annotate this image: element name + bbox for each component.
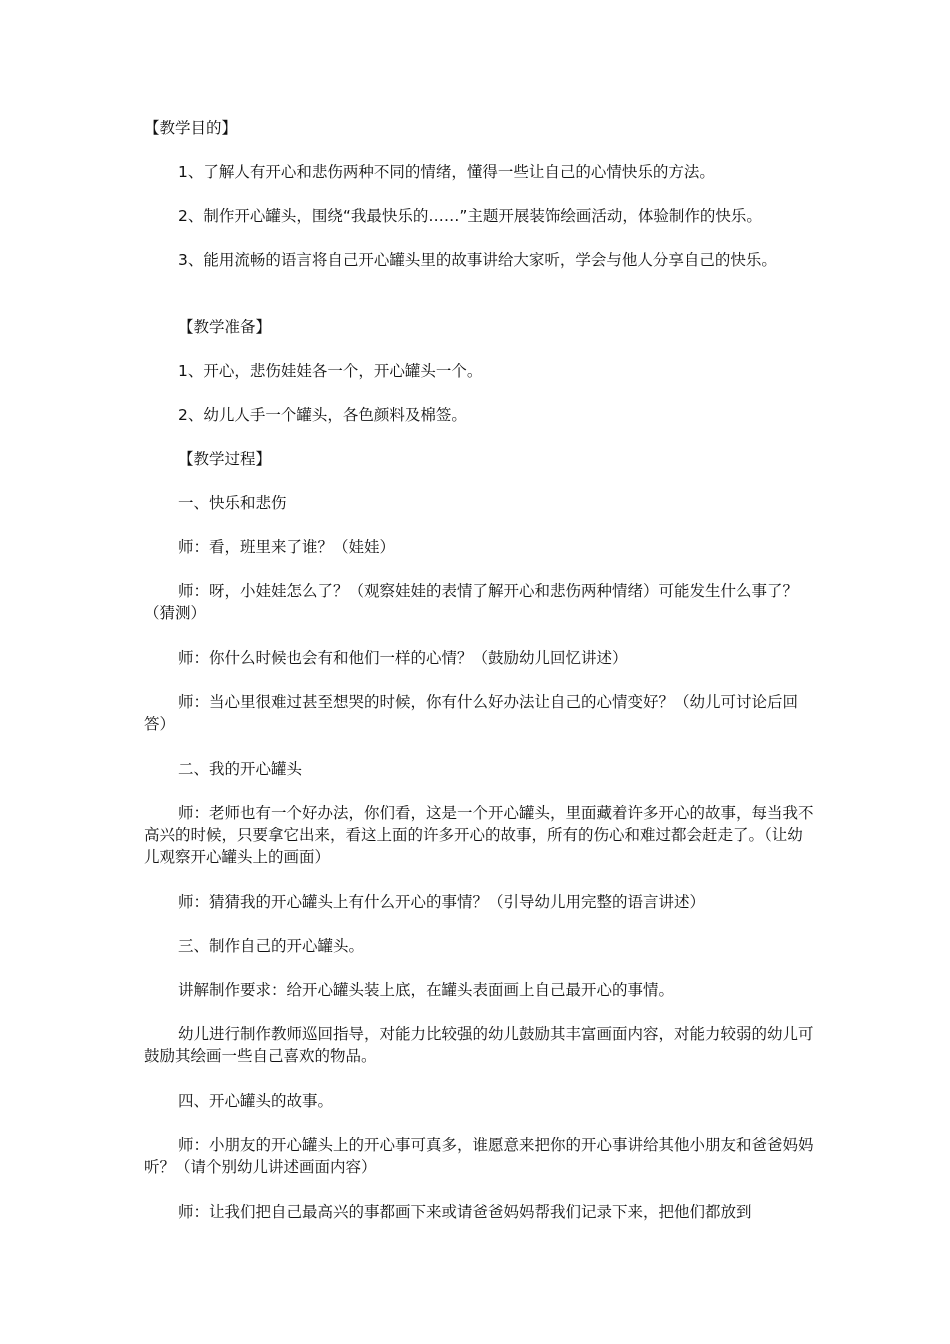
section-heading-2: 二、我的开心罐头 [178,760,303,778]
paragraph-dialogue-5: 师：老师也有一个好办法，你们看，这是一个开心罐头，里面藏着许多开心的故事，每当我不高兴的时候，只要拿它出来，看这上面的许多开心的故事，所有的伤心和难过都会赶走了。（让幼儿观察开心罐头上的画面） [144,804,814,866]
paragraph-dialogue-8: 师：让我们把自己最高兴的事都画下来或请爸爸妈妈帮我们记录下来，把他们都放到 [178,1203,752,1221]
paragraph-dialogue-1: 师：看，班里来了谁？（娃娃） [178,538,396,556]
paragraph-dialogue-3: 师：你什么时候也会有和他们一样的心情？（鼓励幼儿回忆讲述） [178,649,628,667]
paragraph-dialogue-4: 师：当心里很难过甚至想哭的时候，你有什么好办法让自己的心情变好？（幼儿可讨论后回答） [144,693,799,733]
paragraph-goal-1: 1、了解人有开心和悲伤两种不同的情绪，懂得一些让自己的心情快乐的方法。 [178,163,715,181]
paragraph-goal-3: 3、能用流畅的语言将自己开心罐头里的故事讲给大家听，学会与他人分享自己的快乐。 [178,251,777,269]
paragraph-dialogue-2: 师：呀，小娃娃怎么了？（观察娃娃的表情了解开心和悲伤两种情绪）可能发生什么事了？（猜测） [144,582,799,622]
paragraph-dialogue-7: 师：小朋友的开心罐头上的开心事可真多，谁愿意来把你的开心事讲给其他小朋友和爸爸妈妈听？（请个别幼儿讲述画面内容） [144,1136,814,1176]
section-heading-3: 三、制作自己的开心罐头。 [178,937,365,955]
paragraph-dialogue-6: 师：猜猜我的开心罐头上有什么开心的事情？（引导幼儿用完整的语言讲述） [178,893,706,911]
heading-teaching-goals: 【教学目的】 [144,119,238,137]
heading-teaching-process: 【教学过程】 [178,450,272,468]
paragraph-instructions: 讲解制作要求：给开心罐头装上底，在罐头表面画上自己最开心的事情。 [178,981,675,999]
section-heading-4: 四、开心罐头的故事。 [178,1092,334,1110]
paragraph-goal-2: 2、制作开心罐头，围绕“我最快乐的……”主题开展装饰绘画活动，体验制作的快乐。 [178,207,762,225]
heading-teaching-preparation: 【教学准备】 [178,318,272,336]
paragraph-prep-1: 1、开心，悲伤娃娃各一个，开心罐头一个。 [178,362,483,380]
paragraph-prep-2: 2、幼儿人手一个罐头，各色颜料及棉签。 [178,406,467,424]
section-heading-1: 一、快乐和悲伤 [178,494,287,512]
paragraph-guidance: 幼儿进行制作教师巡回指导，对能力比较强的幼儿鼓励其丰富画面内容，对能力较弱的幼儿可鼓励其绘画一些自己喜欢的物品。 [144,1025,814,1065]
